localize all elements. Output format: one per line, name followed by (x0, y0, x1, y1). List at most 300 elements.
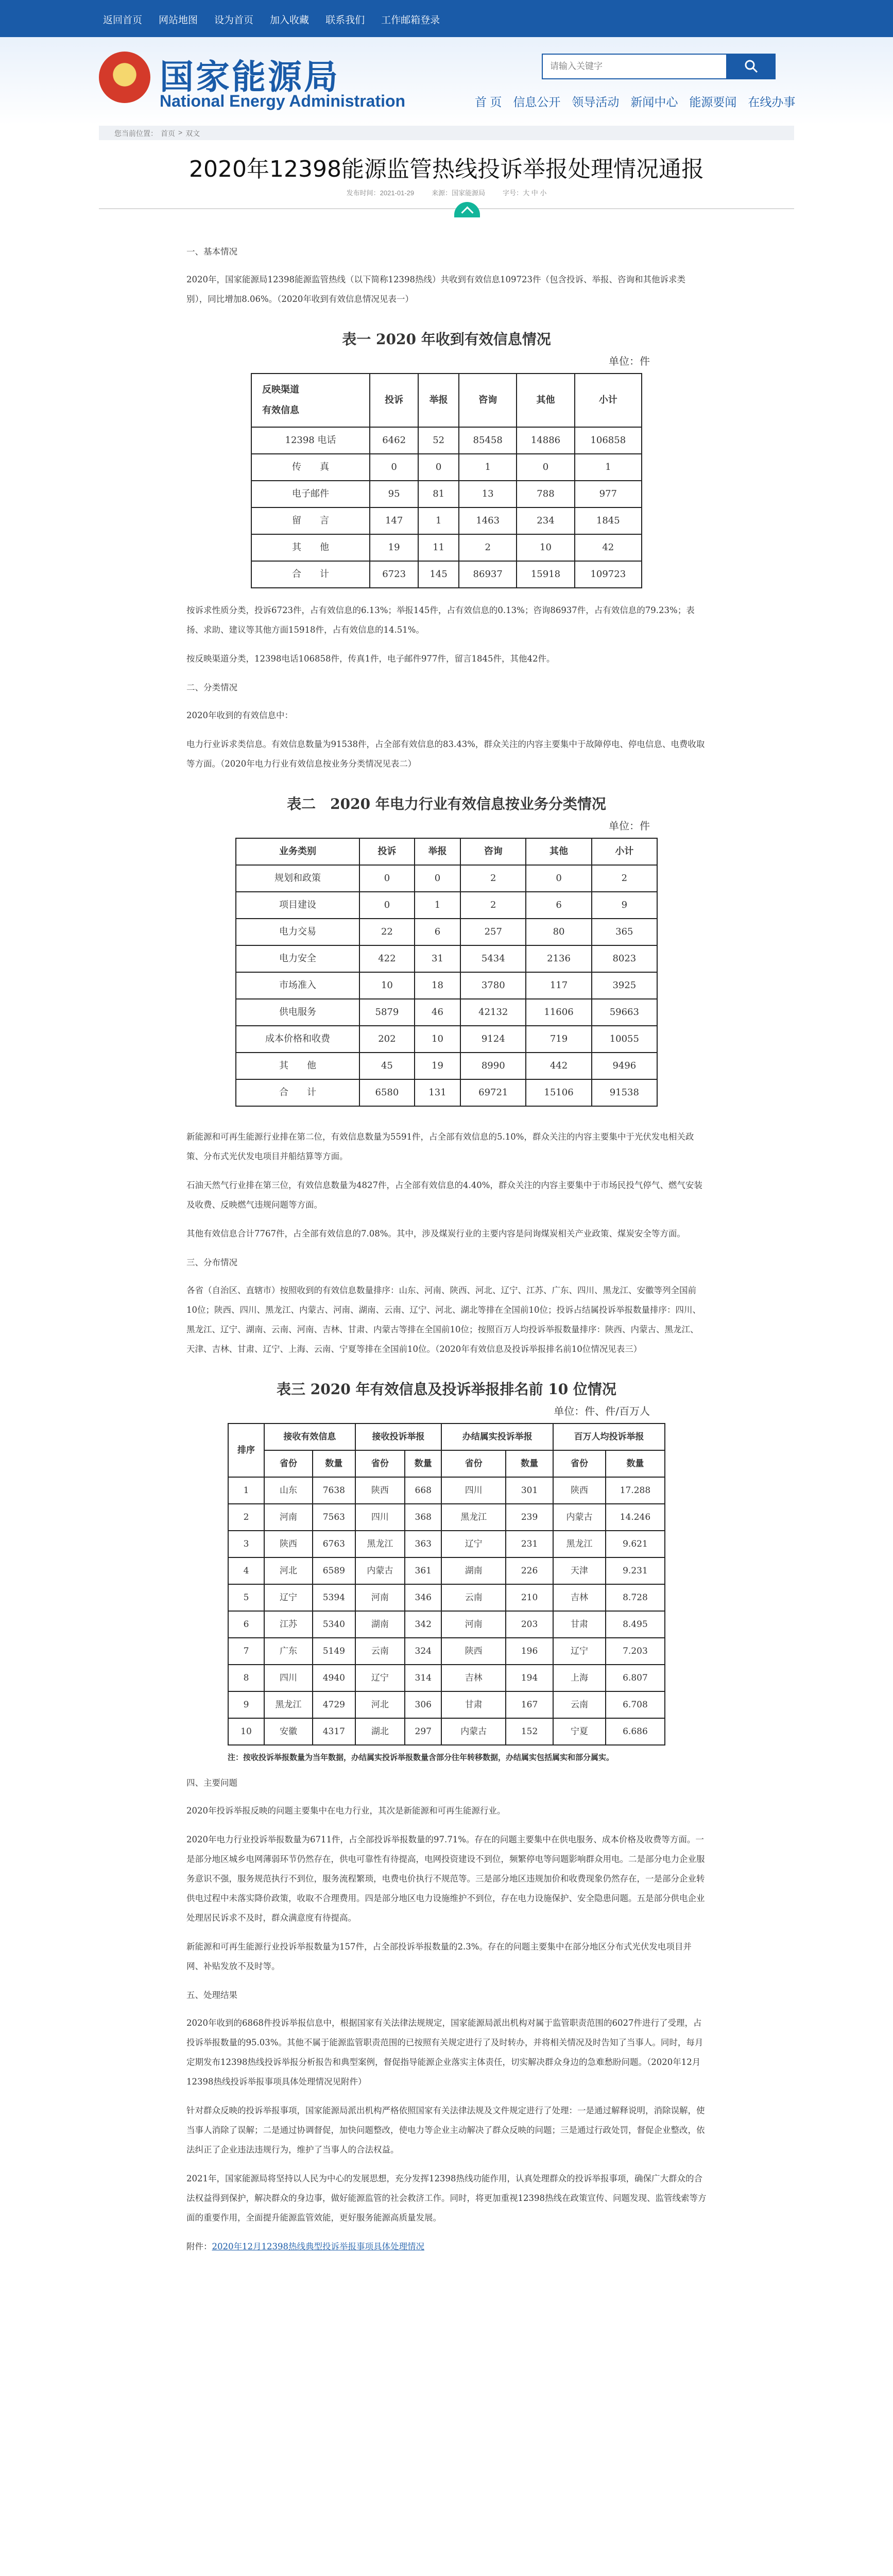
cell: 吉林 (441, 1665, 506, 1691)
font-size-switch[interactable]: 字号：大 中 小 (503, 189, 547, 197)
cell: 342 (405, 1611, 441, 1638)
cell: 59663 (592, 999, 657, 1026)
table2-title: 表二 2020 年电力行业有效信息按业务分类情况 (287, 795, 606, 812)
nav-leaders[interactable]: 领导活动 (572, 95, 620, 109)
cell: 8 (228, 1665, 264, 1691)
cell: 86937 (459, 561, 517, 588)
table-row (228, 1423, 665, 1450)
cell: 147 (370, 507, 418, 534)
cell: 四川 (355, 1504, 405, 1531)
top-link-mail[interactable]: 工作邮箱登录 (381, 15, 440, 26)
cell: 239 (506, 1504, 553, 1531)
paragraph: 2021年，国家能源局将坚持以人民为中心的发展思想，充分发挥12398热线功能作用，认真处理群众的投诉举报事项，确保广大群众的合法权益得到保护，解决群众的身边事，做好能源监管的社会救济工作。同时，将更加重视12398热线在政策宣传、问题发现、监管线索等方面的重要作用，全面提升能源监管效能，更好服务能源高质量发展。 (186, 2174, 707, 2223)
table1-corner (251, 374, 370, 427)
cell: 其 他 (236, 1053, 359, 1079)
cell: 9.621 (606, 1531, 665, 1557)
cell: 项目建设 (236, 892, 359, 919)
sub-header: 数量 (313, 1450, 355, 1477)
cell: 0 (359, 865, 415, 892)
table2-header: 举报 (415, 838, 460, 865)
cell: 0 (359, 892, 415, 919)
paragraph: 2020年电力行业投诉举报数量为6711件，占全部投诉举报数量的97.71%。存在的问题主要集中在供电服务、成本价格及收费等方面。一是部分地区城乡电网薄弱环节仍然存在，供电可靠性有待提高，电网投资建设不到位，频繁停电等问题影响群众用电。二是部分电力企业服务意识不强，服务规范执行不到位，服务流程繁琐，电费电价执行不规范等。三是部分地区违规加价和收费现象仍然存在，一是部分企业转供电过程中未落实降价政策，收取不合理费用。四是部分地区电力设施维护不到位，存在电力设施保护、安全隐患问题。五是部分供电企业处理居民诉求不及时，群众满意度有待提高。 (186, 1835, 705, 1923)
breadcrumb-sep: > (178, 128, 183, 137)
cell: 202 (359, 1026, 415, 1053)
table3 (228, 1423, 665, 1745)
article-meta (99, 188, 794, 197)
cell: 甘肃 (441, 1691, 506, 1718)
cell: 52 (418, 427, 459, 454)
corner-top: 反映渠道 (262, 384, 299, 395)
table1-header: 投诉 (370, 374, 418, 427)
share-toggle-icon[interactable] (454, 202, 480, 217)
cell: 3 (228, 1531, 264, 1557)
table2-header: 其他 (526, 838, 591, 865)
paragraph: 其他有效信息合计7767件，占全部有效信息的7.08%。其中，涉及煤炭行业的主要内容是问询煤炭相关产业政策、煤炭安全等方面。 (186, 1229, 685, 1239)
cell: 10055 (592, 1026, 657, 1053)
cell: 4729 (313, 1691, 355, 1718)
nav-online-service[interactable]: 在线办事 (748, 95, 796, 109)
cell: 95 (370, 481, 418, 507)
cell: 7638 (313, 1477, 355, 1504)
top-link-sitemap[interactable]: 网站地图 (159, 15, 198, 26)
logo-en[interactable]: National Energy Administration (160, 92, 406, 110)
table-row (251, 561, 642, 588)
paragraph: 新能源和可再生能源行业投诉举报数量为157件，占全部投诉举报数量的2.3%。存在的问题主要集中在部分地区分布式光伏发电项目并网、补贴发放不及时等。 (186, 1942, 692, 1971)
cell: 6589 (313, 1557, 355, 1584)
table-row (236, 865, 657, 892)
paragraph: 电力行业诉求类信息。有效信息数量为91538件，占全部有效信息的83.43%，群众关注的内容主要集中于故障停电、停电信息、电费收取等方面。（2020年电力行业有效信息按业务分类情况见表二） (186, 739, 705, 769)
cell: 10 (415, 1026, 460, 1053)
cell: 0 (415, 865, 460, 892)
cell: 194 (506, 1665, 553, 1691)
cell: 陕西 (355, 1477, 405, 1504)
cell: 成本价格和收费 (236, 1026, 359, 1053)
sub-header: 数量 (606, 1450, 665, 1477)
cell: 977 (575, 481, 642, 507)
table-row (236, 838, 657, 865)
corner-bottom: 有效信息 (262, 405, 299, 416)
paragraph: 石油天然气行业排在第三位，有效信息数量为4827件，占全部有效信息的4.40%，群众关注的内容主要集中于市场民投气停气、燃气安装及收费、反映燃气违规问题等方面。 (186, 1180, 702, 1210)
cell: 12398 电话 (251, 427, 370, 454)
table-row (236, 892, 657, 919)
search-input[interactable] (542, 54, 727, 79)
cell: 2136 (526, 945, 591, 972)
cell: 湖北 (355, 1718, 405, 1745)
cell: 2 (459, 534, 517, 561)
cell: 1 (459, 454, 517, 481)
cell: 167 (506, 1691, 553, 1718)
table-row (236, 1079, 657, 1106)
cell: 31 (415, 945, 460, 972)
section-heading: 五、处理结果 (186, 1990, 237, 2000)
cell: 8990 (460, 1053, 526, 1079)
search-button[interactable] (727, 54, 776, 79)
cell: 山东 (264, 1477, 313, 1504)
top-links (103, 12, 440, 26)
table1-title: 表一 2020 年收到有效信息情况 (342, 331, 551, 348)
cell: 80 (526, 919, 591, 945)
cell: 7.203 (606, 1638, 665, 1665)
cell: 11 (418, 534, 459, 561)
cell: 7 (228, 1638, 264, 1665)
cell: 346 (405, 1584, 441, 1611)
paragraph: 2020年收到的有效信息中： (186, 710, 293, 720)
cell: 131 (415, 1079, 460, 1106)
table3-note: 注：按收投诉举报数量为当年数据，办结属实投诉举报数量含部分往年转移数据，办结属实包括属实和部分属实。 (228, 1753, 614, 1762)
table-row (251, 374, 642, 427)
cell: 内蒙古 (355, 1557, 405, 1584)
cell: 天津 (553, 1557, 606, 1584)
cell: 广东 (264, 1638, 313, 1665)
article-body (186, 242, 707, 2266)
cell: 辽宁 (355, 1665, 405, 1691)
cell: 内蒙古 (441, 1718, 506, 1745)
rank-header: 排序 (228, 1423, 264, 1477)
cell: 324 (405, 1638, 441, 1665)
cell: 留 言 (251, 507, 370, 534)
attachment-link[interactable]: 2020年12月12398热线典型投诉举报事项具体处理情况 (212, 2242, 424, 2251)
cell: 19 (415, 1053, 460, 1079)
cell: 203 (506, 1611, 553, 1638)
cell: 10 (359, 972, 415, 999)
cell: 10 (517, 534, 574, 561)
group-header: 接收有效信息 (264, 1423, 355, 1450)
attachment-label: 附件： (186, 2242, 212, 2251)
cell: 6580 (359, 1079, 415, 1106)
cell: 规划和政策 (236, 865, 359, 892)
table-row (236, 972, 657, 999)
section-heading: 二、分类情况 (186, 683, 237, 692)
cell: 9496 (592, 1053, 657, 1079)
table-row (228, 1718, 665, 1745)
cell: 6.708 (606, 1691, 665, 1718)
cell: 甘肃 (553, 1611, 606, 1638)
cell: 云南 (441, 1584, 506, 1611)
paragraph: 按诉求性质分类，投诉6723件，占有效信息的6.13%；举报145件，占有效信息的0.13%；咨询86937件，占有效信息的79.23%；表扬、求助、建议等其他方面15918件，占有效信息的14.51%。 (186, 605, 695, 635)
cell: 辽宁 (553, 1638, 606, 1665)
cell: 电子邮件 (251, 481, 370, 507)
cell: 0 (526, 865, 591, 892)
table2-header: 咨询 (460, 838, 526, 865)
table1-header: 咨询 (459, 374, 517, 427)
cell: 河南 (355, 1584, 405, 1611)
cell: 合 计 (251, 561, 370, 588)
cell: 黑龙江 (441, 1504, 506, 1531)
cell: 江苏 (264, 1611, 313, 1638)
paragraph: 针对群众反映的投诉举报事项，国家能源局派出机构严格依照国家有关法律法规及文件规定进行了处理：一是通过解释说明，消除误解，使当事人消除了误解；二是通过协调督促，加快问题整改，使电力等企业主动解决了群众反映的问题；三是通过行政处罚，督促企业整改，依法纠正了企业违法违规行为，维护了当事人的合法权益。 (186, 2106, 705, 2155)
table-row (228, 1691, 665, 1718)
cell: 361 (405, 1557, 441, 1584)
group-header: 办结属实投诉举报 (441, 1423, 553, 1450)
cell: 42 (575, 534, 642, 561)
table-row (236, 919, 657, 945)
cell: 云南 (553, 1691, 606, 1718)
cell: 1 (418, 507, 459, 534)
cell: 2 (228, 1504, 264, 1531)
cell: 传 真 (251, 454, 370, 481)
search-icon (744, 59, 759, 74)
table-row (228, 1665, 665, 1691)
cell: 6 (526, 892, 591, 919)
main-nav (475, 93, 795, 110)
paragraph: 各省（自治区、直辖市）按照收到的有效信息数量排序：山东、河南、陕西、河北、辽宁、江苏、广东、四川、黑龙江、安徽等列全国前10位；陕西、四川、黑龙江、内蒙古、河南、湖南、云南、辽宁、河北、湖北等排在全国前10位；投诉占结属投诉举报数量排序：四川、黑龙江、辽宁、湖南、云南、河南、吉林、甘肃、内蒙古等排在全国前10位；按照百万人均投诉举报数量排序：陕西、内蒙古、黑龙江、天津、吉林、甘肃、辽宁、上海、云南、宁夏等排在全国前10位。（2020年有效信息及投诉举报排名前10位情况见表三） (186, 1285, 701, 1354)
cell: 黑龙江 (355, 1531, 405, 1557)
cell: 81 (418, 481, 459, 507)
cell: 5340 (313, 1611, 355, 1638)
cell: 湖南 (441, 1557, 506, 1584)
cell: 13 (459, 481, 517, 507)
cell: 吉林 (553, 1584, 606, 1611)
table2-header: 投诉 (359, 838, 415, 865)
table-row (236, 999, 657, 1026)
table-row (251, 507, 642, 534)
cell: 6 (415, 919, 460, 945)
article-source: 来源：国家能源局 (432, 189, 486, 197)
cell: 297 (405, 1718, 441, 1745)
sub-header: 数量 (405, 1450, 441, 1477)
cell: 河南 (441, 1611, 506, 1638)
cell: 1463 (459, 507, 517, 534)
cell: 黑龙江 (264, 1691, 313, 1718)
nav-news[interactable]: 新闻中心 (630, 95, 678, 109)
cell: 河南 (264, 1504, 313, 1531)
group-header: 接收投诉举报 (355, 1423, 442, 1450)
cell: 9 (592, 892, 657, 919)
cell: 788 (517, 481, 574, 507)
cell: 22 (359, 919, 415, 945)
cell: 5149 (313, 1638, 355, 1665)
cell: 9124 (460, 1026, 526, 1053)
cell: 2 (592, 865, 657, 892)
cell: 363 (405, 1531, 441, 1557)
nav-info[interactable]: 信息公开 (513, 95, 561, 109)
cell: 供电服务 (236, 999, 359, 1026)
cell: 10 (228, 1718, 264, 1745)
cell: 3925 (592, 972, 657, 999)
cell: 117 (526, 972, 591, 999)
cell: 6723 (370, 561, 418, 588)
cell: 河北 (264, 1557, 313, 1584)
cell: 152 (506, 1718, 553, 1745)
cell: 0 (418, 454, 459, 481)
cell: 2 (460, 892, 526, 919)
table-row (228, 1450, 665, 1477)
table-row (228, 1638, 665, 1665)
publish-date: 发布时间：2021-01-29 (346, 189, 415, 197)
cell: 365 (592, 919, 657, 945)
sub-header: 省份 (441, 1450, 506, 1477)
table1-unit: 单位：件 (609, 355, 650, 367)
nav-home[interactable]: 首 页 (475, 95, 502, 109)
table2-header: 小计 (592, 838, 657, 865)
cell: 5879 (359, 999, 415, 1026)
cell: 其 他 (251, 534, 370, 561)
cell: 上海 (553, 1665, 606, 1691)
table2-header: 业务类别 (236, 838, 359, 865)
cell: 合 计 (236, 1079, 359, 1106)
cell: 442 (526, 1053, 591, 1079)
cell: 368 (405, 1504, 441, 1531)
table-row (251, 454, 642, 481)
cell: 6.686 (606, 1718, 665, 1745)
breadcrumb-current[interactable]: 双文 (185, 129, 200, 138)
group-header: 百万人均投诉举报 (553, 1423, 665, 1450)
table2 (235, 838, 658, 1107)
cell: 45 (359, 1053, 415, 1079)
table-row (236, 1026, 657, 1053)
cell: 宁夏 (553, 1718, 606, 1745)
cell: 陕西 (553, 1477, 606, 1504)
section-heading: 三、分布情况 (186, 1258, 237, 1267)
cell: 15106 (526, 1079, 591, 1106)
cell: 1 (575, 454, 642, 481)
cell: 85458 (459, 427, 517, 454)
cell: 电力安全 (236, 945, 359, 972)
cell: 辽宁 (264, 1584, 313, 1611)
cell: 109723 (575, 561, 642, 588)
cell: 3780 (460, 972, 526, 999)
cell: 9 (228, 1691, 264, 1718)
cell: 69721 (460, 1079, 526, 1106)
cell: 106858 (575, 427, 642, 454)
table1-header: 小计 (575, 374, 642, 427)
page-title: 2020年12398能源监管热线投诉举报处理情况通报 (189, 156, 704, 182)
sub-header: 省份 (553, 1450, 606, 1477)
cell: 内蒙古 (553, 1504, 606, 1531)
cell: 1 (228, 1477, 264, 1504)
cell: 4940 (313, 1665, 355, 1691)
table-row (228, 1531, 665, 1557)
cell: 6 (228, 1611, 264, 1638)
cell: 陕西 (441, 1638, 506, 1665)
cell: 210 (506, 1584, 553, 1611)
top-link-sethome[interactable]: 设为首页 (214, 15, 254, 26)
table-row (251, 427, 642, 454)
cell: 42132 (460, 999, 526, 1026)
top-bar (0, 0, 893, 37)
breadcrumb-home[interactable]: 首页 (161, 129, 175, 138)
table-row (228, 1611, 665, 1638)
cell: 6763 (313, 1531, 355, 1557)
cell: 8.728 (606, 1584, 665, 1611)
breadcrumb (99, 126, 794, 140)
paragraph: 按反映渠道分类，12398电话106858件，传真1件，电子邮件977件，留言1845件，其他42件。 (186, 654, 555, 664)
cell: 306 (405, 1691, 441, 1718)
cell: 668 (405, 1477, 441, 1504)
cell: 安徽 (264, 1718, 313, 1745)
cell: 719 (526, 1026, 591, 1053)
section-heading: 一、基本情况 (186, 247, 237, 257)
sub-header: 省份 (264, 1450, 313, 1477)
cell: 11606 (526, 999, 591, 1026)
cell: 4317 (313, 1718, 355, 1745)
cell: 231 (506, 1531, 553, 1557)
table1-header: 举报 (418, 374, 459, 427)
cell: 18 (415, 972, 460, 999)
sub-header: 数量 (506, 1450, 553, 1477)
cell: 19 (370, 534, 418, 561)
cell: 云南 (355, 1638, 405, 1665)
cell: 422 (359, 945, 415, 972)
table1 (251, 373, 642, 588)
top-link-contact[interactable]: 联系我们 (325, 15, 365, 26)
cell: 46 (415, 999, 460, 1026)
cell: 1845 (575, 507, 642, 534)
cell: 196 (506, 1638, 553, 1665)
cell: 4 (228, 1557, 264, 1584)
cell: 电力交易 (236, 919, 359, 945)
national-emblem-icon (99, 52, 150, 103)
cell: 14886 (517, 427, 574, 454)
cell: 5394 (313, 1584, 355, 1611)
table-row (228, 1477, 665, 1504)
title-divider (99, 208, 794, 209)
attachment (186, 2237, 707, 2257)
table-row (251, 481, 642, 507)
paragraph: 2020年，国家能源局12398能源监管热线（以下简称12398热线）共收到有效信息109723件（包含投诉、举报、咨询和其他诉求类别），同比增加8.06%。（2020年收到有效信息情况见表一） (186, 275, 685, 304)
breadcrumb-label: 您当前位置： (114, 129, 158, 138)
paragraph: 2020年投诉举报反映的问题主要集中在电力行业，其次是新能源和可再生能源行业。 (186, 1806, 506, 1816)
cell: 314 (405, 1665, 441, 1691)
cell: 234 (517, 507, 574, 534)
table-row (228, 1504, 665, 1531)
table2-unit: 单位：件 (609, 820, 650, 832)
top-link-favorite[interactable]: 加入收藏 (270, 15, 310, 26)
table-row (228, 1584, 665, 1611)
cell: 17.288 (606, 1477, 665, 1504)
cell: 市场准入 (236, 972, 359, 999)
cell: 0 (370, 454, 418, 481)
cell: 四川 (264, 1665, 313, 1691)
section-heading: 四、主要问题 (186, 1778, 237, 1788)
cell: 9.231 (606, 1557, 665, 1584)
cell: 8.495 (606, 1611, 665, 1638)
table1-header: 其他 (517, 374, 574, 427)
sub-header: 省份 (355, 1450, 405, 1477)
table-row (236, 945, 657, 972)
cell: 2 (460, 865, 526, 892)
cell: 257 (460, 919, 526, 945)
cell: 1 (415, 892, 460, 919)
cell: 黑龙江 (553, 1531, 606, 1557)
nav-energy-news[interactable]: 能源要闻 (689, 95, 737, 109)
cell: 陕西 (264, 1531, 313, 1557)
cell: 湖南 (355, 1611, 405, 1638)
table3-unit: 单位：件、件/百万人 (554, 1405, 650, 1417)
cell: 301 (506, 1477, 553, 1504)
cell: 6.807 (606, 1665, 665, 1691)
cell: 5434 (460, 945, 526, 972)
cell: 14.246 (606, 1504, 665, 1531)
table-row (228, 1557, 665, 1584)
cell: 6462 (370, 427, 418, 454)
cell: 226 (506, 1557, 553, 1584)
cell: 8023 (592, 945, 657, 972)
cell: 四川 (441, 1477, 506, 1504)
cell: 河北 (355, 1691, 405, 1718)
top-link-home[interactable]: 返回首页 (103, 15, 143, 26)
cell: 辽宁 (441, 1531, 506, 1557)
logo-cn[interactable]: 国家能源局 (160, 57, 340, 97)
cell: 91538 (592, 1079, 657, 1106)
table-row (236, 1053, 657, 1079)
cell: 0 (517, 454, 574, 481)
cell: 145 (418, 561, 459, 588)
paragraph: 2020年收到的6868件投诉举报信息中，根据国家有关法律法规规定，国家能源局派出机构对属于监管职责范围的6027件进行了受理，占投诉举报数量的95.03%。其他不属于能源监管职责范围的已按照有关规定进行了及时转办，并将相关情况及时告知了当事人。同时，每月定期发布12398热线投诉举报分析报告和典型案例，督促指导能源企业落实主体责任，切实解决群众身边的急难愁盼问题。（2020年12月12398热线投诉举报事项具体处理情况见附件） (186, 2018, 703, 2087)
table-row (251, 534, 642, 561)
cell: 15918 (517, 561, 574, 588)
cell: 7563 (313, 1504, 355, 1531)
